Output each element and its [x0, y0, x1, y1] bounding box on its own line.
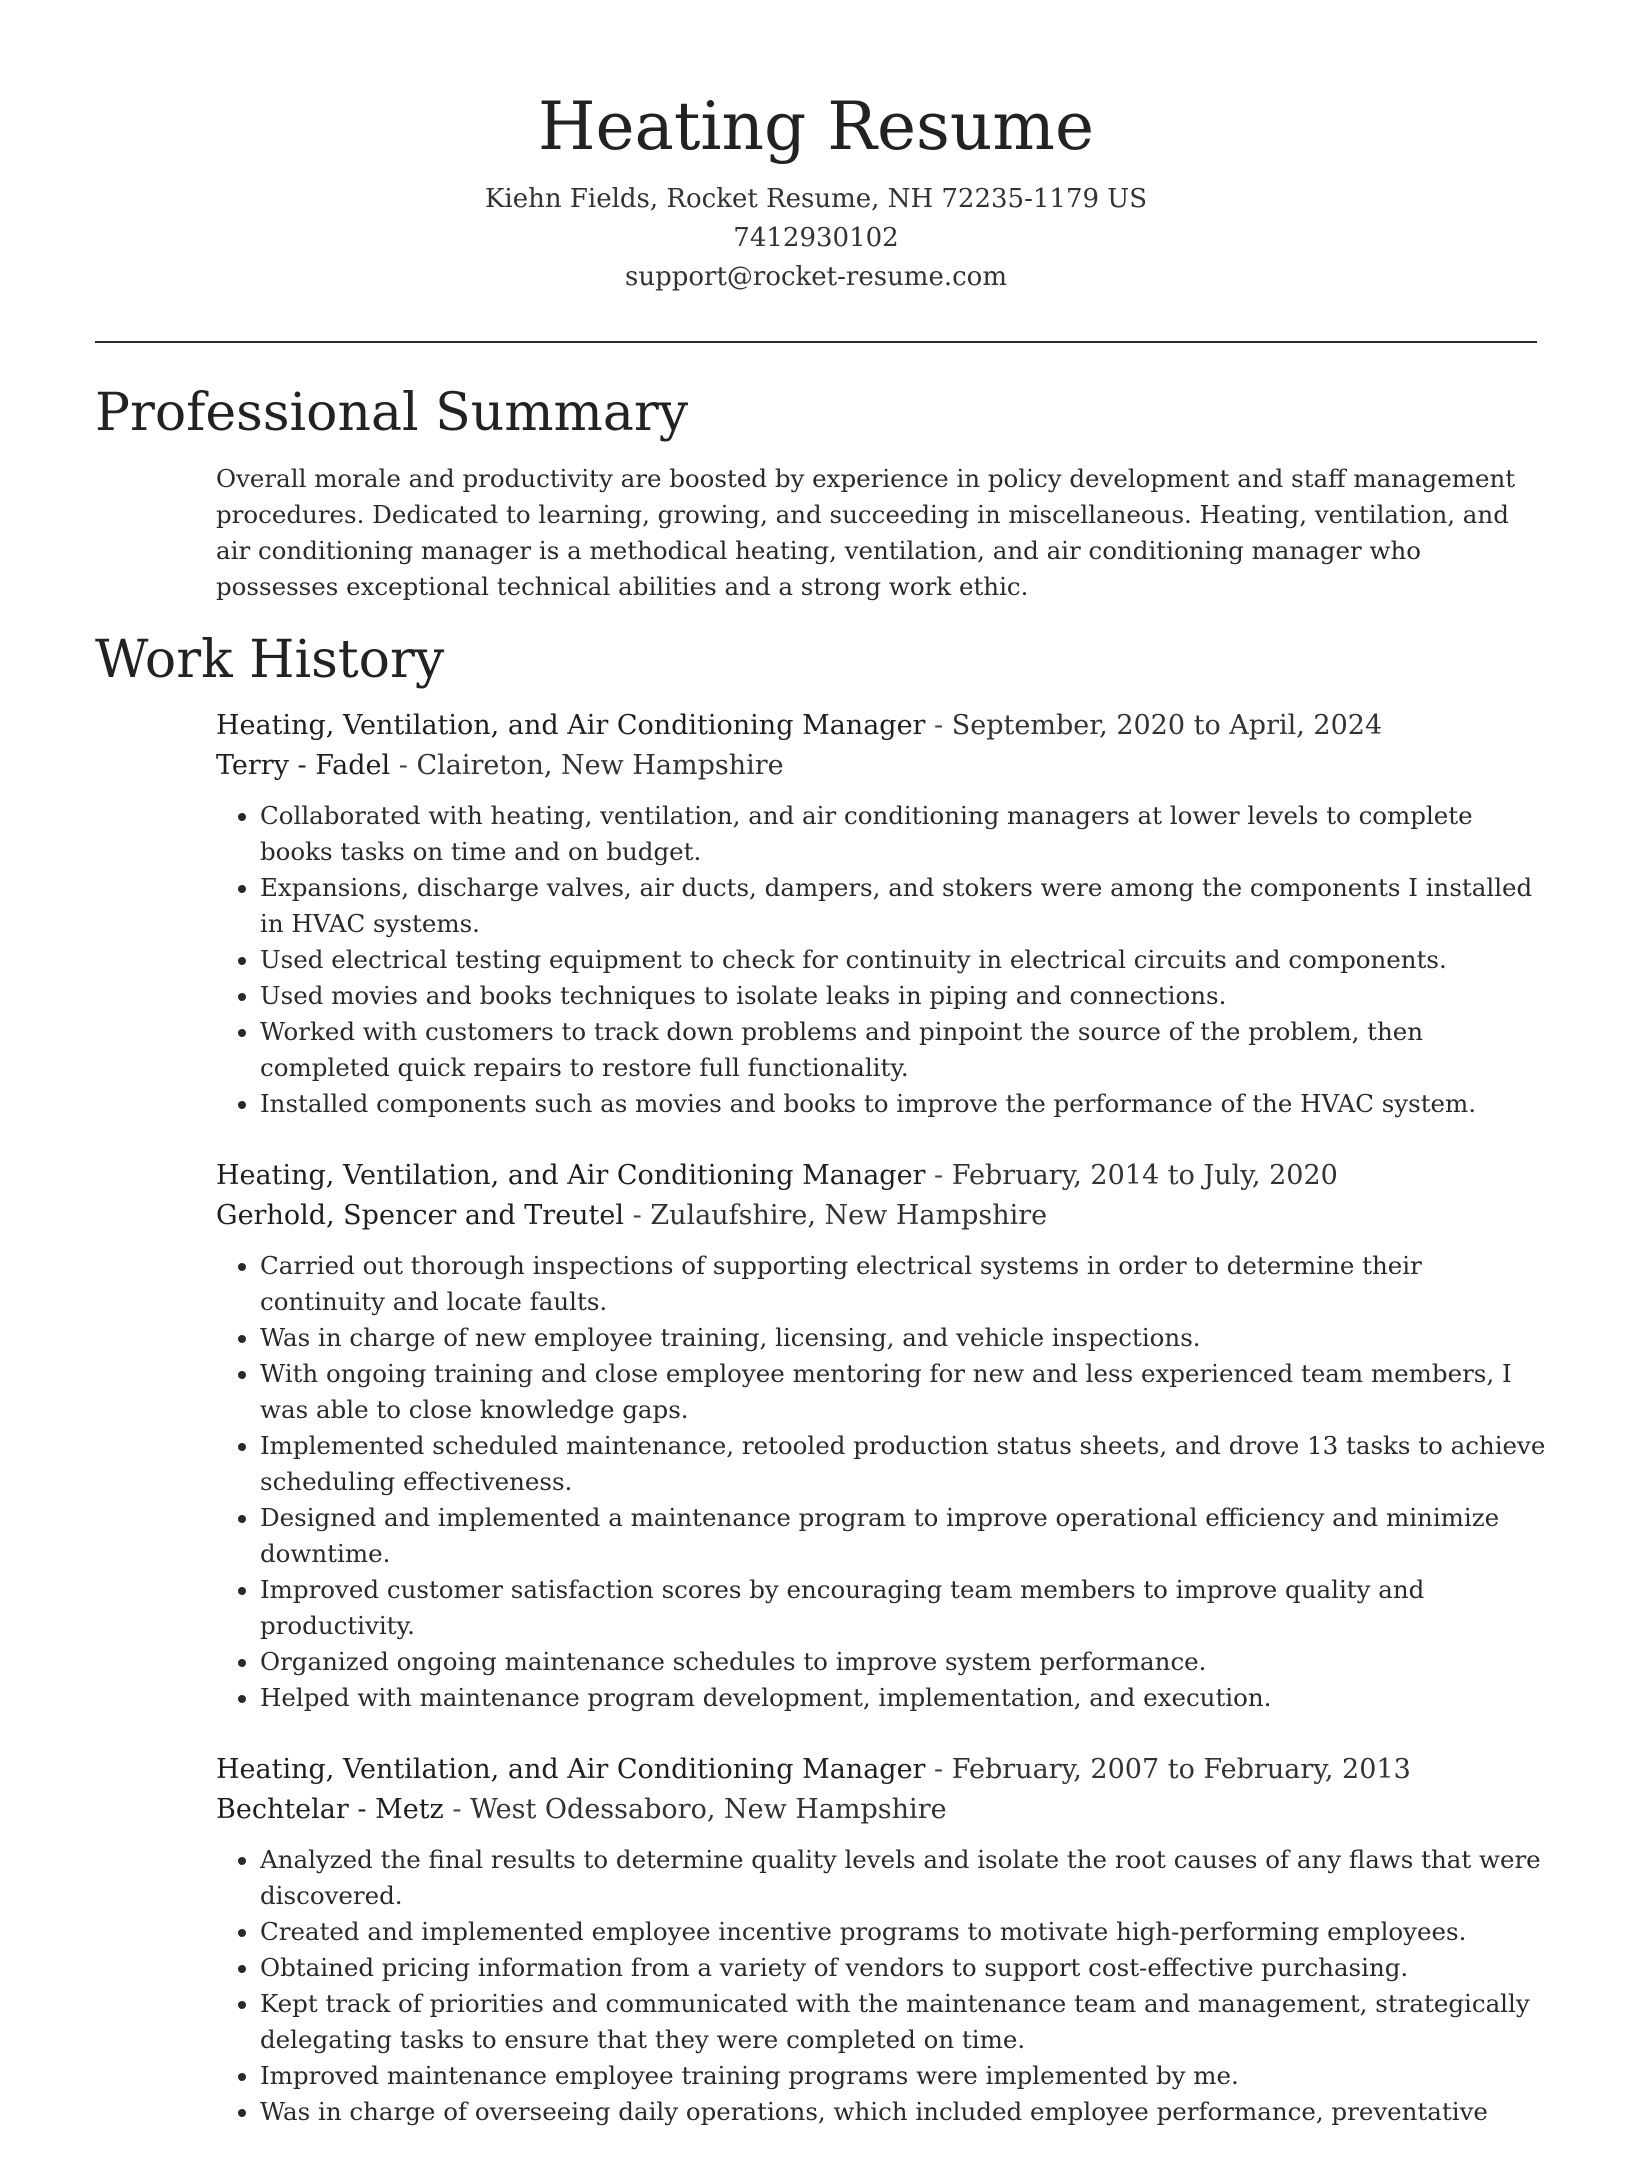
resume-header [0, 82, 1632, 297]
duty-item: • Used movies and books techniques to isolate leaks in piping and connections. [260, 978, 1546, 1014]
contact-email: support@rocket-resume.com [624, 262, 1007, 292]
duty-item: • Created and implemented employee incentive programs to motivate high-performing employees. [260, 1914, 1546, 1950]
contact-phone: 7412930102 [733, 223, 899, 253]
job-duties [216, 798, 1546, 1122]
job-company: Bechtelar - Metz [216, 1794, 444, 1825]
job-dates: February, 2007 to February, 2013 [951, 1754, 1411, 1785]
duty-item: • Organized ongoing maintenance schedules to improve system performance. [260, 1644, 1546, 1680]
job-location: Claireton, New Hampshire [416, 750, 784, 781]
duty-item: • Installed components such as movies and books to improve the performance of the HVAC system. [260, 1086, 1546, 1122]
summary-text: Overall morale and productivity are boosted by experience in policy development and staff management procedures. Dedicated to learning, growing, and succeeding in miscellaneous. Heating, ventilation, and air conditioning manager is a methodical heating, ventilation, and air conditioning manager who possesses exceptional technical abilities and a strong work ethic. [216, 464, 1516, 601]
duty-item: • Worked with customers to track down problems and pinpoint the source of the problem, then completed quick repairs to restore full functionality. [260, 1014, 1546, 1086]
summary-heading: Professional Summary [95, 383, 689, 443]
duty-item: • Designed and implemented a maintenance program to improve operational efficiency and minimize downtime. [260, 1500, 1546, 1572]
job-title-line: Heating, Ventilation, and Air Conditioning Manager - February, 2014 to July, 2020 [216, 1160, 1338, 1191]
job-company: Gerhold, Spencer and Treutel [216, 1200, 625, 1231]
job-company: Terry - Fadel [216, 750, 391, 781]
duty-item: • Was in charge of overseeing daily operations, which included employee performance, preventative [260, 2094, 1546, 2130]
header-divider [95, 341, 1537, 343]
work-history-heading: Work History [95, 630, 445, 690]
duty-item: • Collaborated with heating, ventilation, and air conditioning managers at lower levels to complete books tasks on time and on budget. [260, 798, 1546, 870]
duty-item: • Obtained pricing information from a variety of vendors to support cost-effective purchasing. [260, 1950, 1546, 1986]
job-entry [216, 1750, 1546, 2130]
duty-item: • Improved customer satisfaction scores by encouraging team members to improve quality and productivity. [260, 1572, 1546, 1644]
job-dates: February, 2014 to July, 2020 [951, 1160, 1338, 1191]
job-company-line: Terry - Fadel - Claireton, New Hampshire [216, 750, 784, 781]
duty-item: • Expansions, discharge valves, air ducts, dampers, and stokers were among the components I installed in HVAC systems. [260, 870, 1546, 942]
duty-item: • Used electrical testing equipment to check for continuity in electrical circuits and components. [260, 942, 1546, 978]
duty-item: • Implemented scheduled maintenance, retooled production status sheets, and drove 13 tasks to achieve scheduling effectiveness. [260, 1428, 1546, 1500]
job-entry [216, 1156, 1546, 1716]
job-dates: September, 2020 to April, 2024 [951, 710, 1383, 741]
job-company-line: Gerhold, Spencer and Treutel - Zulaufshire, New Hampshire [216, 1200, 1048, 1231]
job-role: Heating, Ventilation, and Air Conditioning Manager [216, 1160, 926, 1191]
job-duties [216, 1842, 1546, 2130]
duty-item: • Improved maintenance employee training programs were implemented by me. [260, 2058, 1546, 2094]
job-role: Heating, Ventilation, and Air Conditioning Manager [216, 710, 926, 741]
duty-item: • Was in charge of new employee training, licensing, and vehicle inspections. [260, 1320, 1546, 1356]
duty-item: • Analyzed the final results to determine quality levels and isolate the root causes of any flaws that were discovered. [260, 1842, 1546, 1914]
job-location: Zulaufshire, New Hampshire [650, 1200, 1048, 1231]
job-duties [216, 1248, 1546, 1716]
duty-item: • Kept track of priorities and communicated with the maintenance team and management, strategically delegating tasks to ensure that they were completed on time. [260, 1986, 1546, 2058]
job-role: Heating, Ventilation, and Air Conditioning Manager [216, 1754, 926, 1785]
duty-item: • Helped with maintenance program development, implementation, and execution. [260, 1680, 1546, 1716]
job-location: West Odessaboro, New Hampshire [470, 1794, 947, 1825]
job-company-line: Bechtelar - Metz - West Odessaboro, New Hampshire [216, 1794, 947, 1825]
contact-address: Kiehn Fields, Rocket Resume, NH 72235-1179 US [484, 184, 1148, 214]
job-list [216, 706, 1546, 2164]
job-title-line: Heating, Ventilation, and Air Conditioning Manager - September, 2020 to April, 2024 [216, 710, 1383, 741]
duty-item: • With ongoing training and close employee mentoring for new and less experienced team members, I was able to close knowledge gaps. [260, 1356, 1546, 1428]
contact-info [0, 180, 1632, 297]
job-title-line: Heating, Ventilation, and Air Conditioning Manager - February, 2007 to February, 2013 [216, 1754, 1411, 1785]
job-entry [216, 706, 1546, 1122]
duty-item: • Carried out thorough inspections of supporting electrical systems in order to determine their continuity and locate faults. [260, 1248, 1546, 1320]
resume-name: Heating Resume [537, 88, 1095, 165]
